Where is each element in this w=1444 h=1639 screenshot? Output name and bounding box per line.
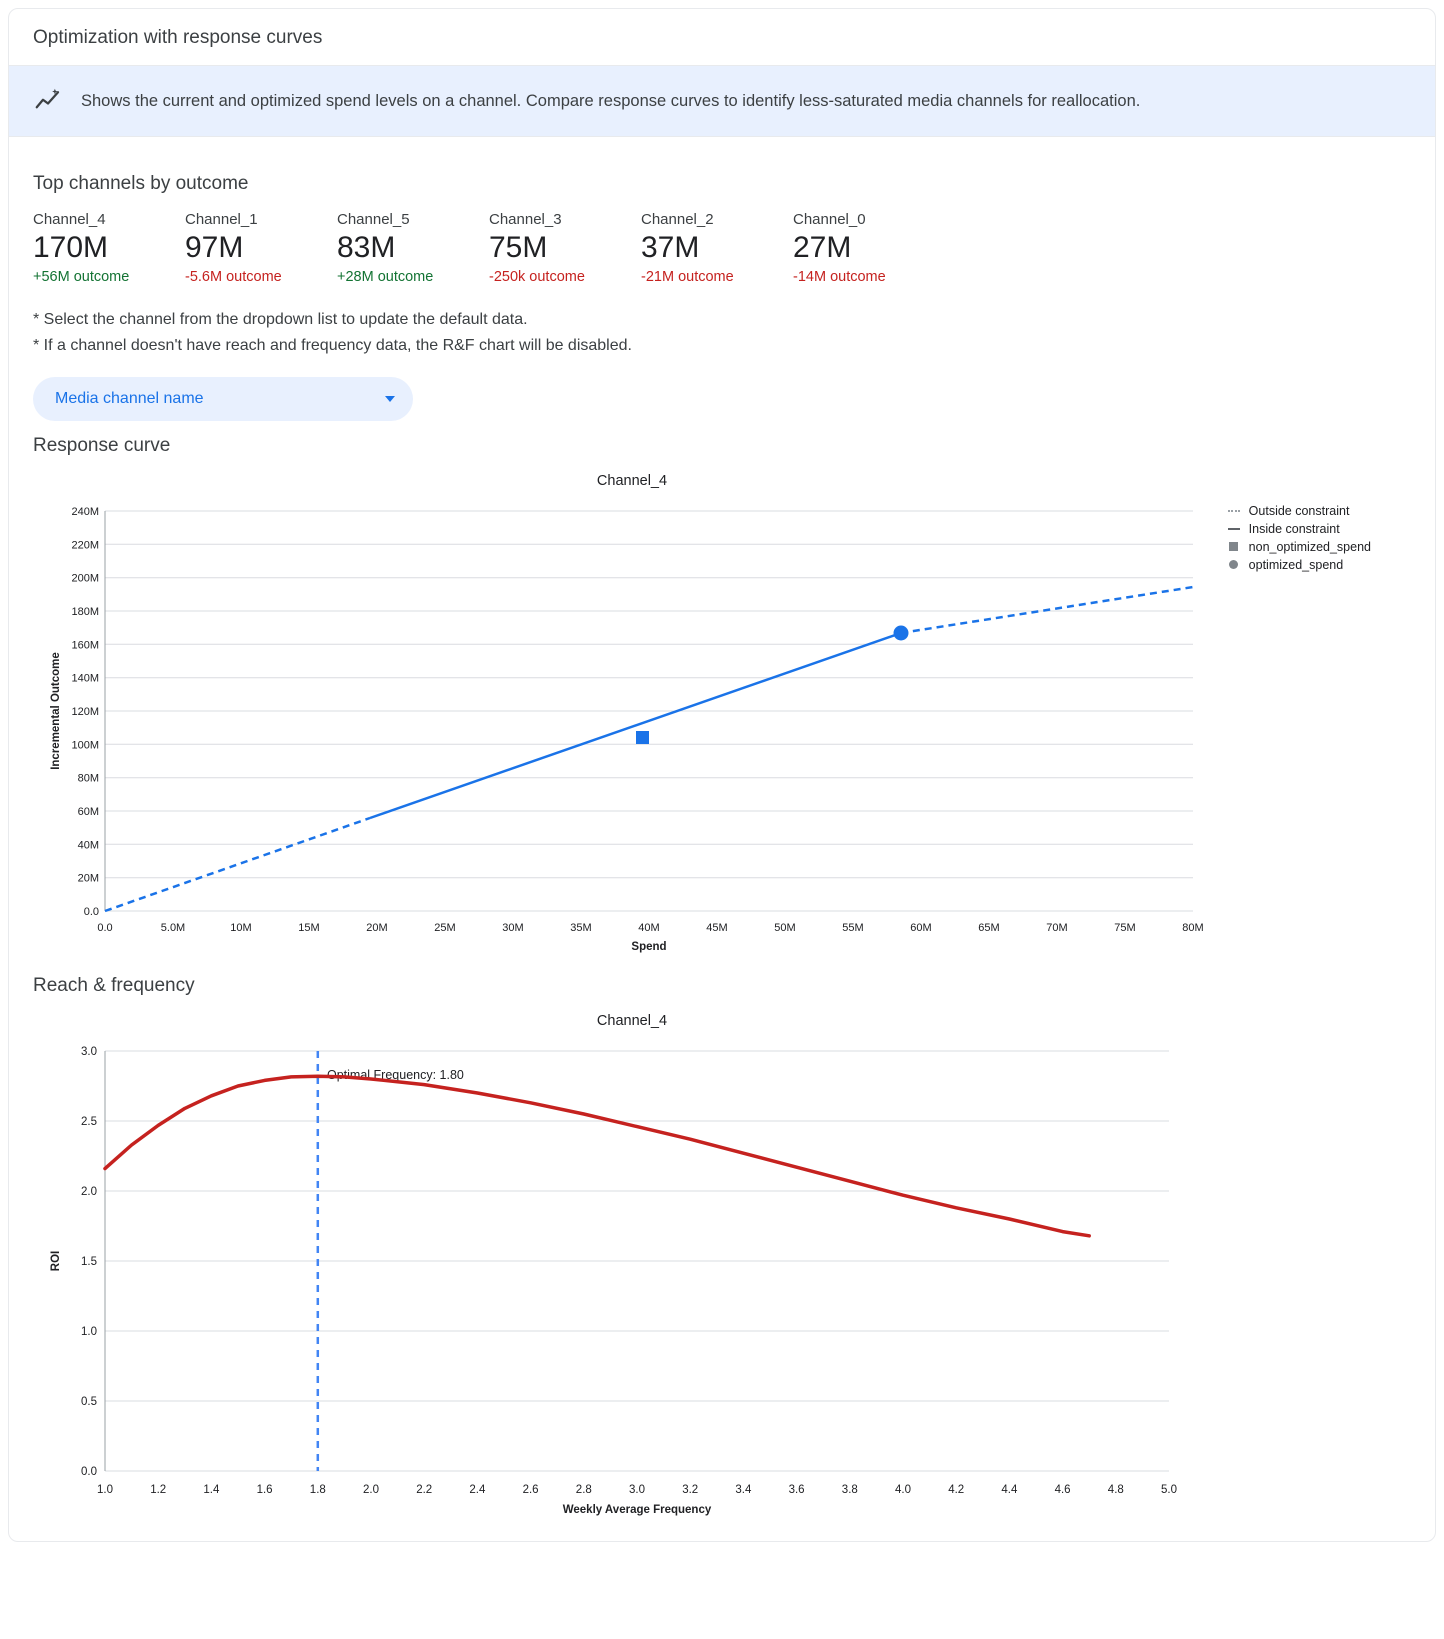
svg-text:4.6: 4.6 xyxy=(1054,1483,1071,1496)
kpi-value: 27M xyxy=(793,231,852,264)
svg-text:45M: 45M xyxy=(706,921,728,934)
svg-text:0.0: 0.0 xyxy=(83,905,99,918)
svg-text:ROI: ROI xyxy=(50,1250,62,1271)
kpi-value: 170M xyxy=(33,231,109,264)
response-curve-svg xyxy=(33,491,1429,961)
svg-text:3.0: 3.0 xyxy=(629,1483,645,1496)
circle-marker-icon xyxy=(1227,560,1241,569)
svg-text:240M: 240M xyxy=(71,505,99,518)
svg-text:2.8: 2.8 xyxy=(575,1483,592,1496)
svg-text:120M: 120M xyxy=(71,705,99,718)
reach-frequency-chart-title: Channel_4 xyxy=(596,1012,668,1029)
top-channels-title: Top channels by outcome xyxy=(33,173,249,194)
kpi-name: Channel_0 xyxy=(793,211,866,228)
card-body xyxy=(9,137,1435,1541)
roi-curve xyxy=(105,1076,1089,1236)
svg-text:30M: 30M xyxy=(502,921,524,934)
svg-text:3.6: 3.6 xyxy=(788,1483,805,1496)
svg-text:3.0: 3.0 xyxy=(81,1045,97,1058)
notes-block xyxy=(33,307,1411,358)
svg-text:65M: 65M xyxy=(978,921,1000,934)
legend-item-non-optimized-spend xyxy=(1227,539,1371,555)
legend-label: Inside constraint xyxy=(1248,521,1340,536)
svg-text:1.4: 1.4 xyxy=(203,1483,220,1496)
kpi-delta: +56M outcome xyxy=(33,269,130,286)
svg-text:40M: 40M xyxy=(77,838,99,851)
svg-text:Spend: Spend xyxy=(631,940,667,953)
svg-text:4.2: 4.2 xyxy=(948,1483,965,1496)
svg-text:4.0: 4.0 xyxy=(895,1483,911,1496)
svg-text:1.0: 1.0 xyxy=(81,1325,97,1338)
svg-text:200M: 200M xyxy=(71,572,99,585)
reach-frequency-chart xyxy=(33,1013,1411,1531)
kpi-channel-3 xyxy=(489,211,641,285)
reach-frequency-svg xyxy=(33,1031,1429,1531)
note-line-1: * Select the channel from the dropdown list to update the default data. xyxy=(33,311,528,329)
svg-text:15M: 15M xyxy=(298,921,320,934)
svg-text:10M: 10M xyxy=(230,921,252,934)
page-title: Optimization with response curves xyxy=(9,9,1435,66)
svg-text:2.2: 2.2 xyxy=(416,1483,433,1496)
marker-optimized-spend xyxy=(894,625,909,640)
svg-text:5.0: 5.0 xyxy=(1161,1483,1177,1496)
svg-text:2.6: 2.6 xyxy=(522,1483,539,1496)
svg-text:75M: 75M xyxy=(1114,921,1136,934)
solid-line-icon xyxy=(1227,528,1241,530)
svg-text:160M: 160M xyxy=(71,638,99,651)
dashed-line-icon xyxy=(1227,510,1241,512)
kpi-channel-5 xyxy=(337,211,489,285)
svg-text:2.5: 2.5 xyxy=(81,1115,97,1128)
reach-frequency-section-title: Reach & frequency xyxy=(33,974,195,996)
kpi-channel-1 xyxy=(185,211,337,285)
response-curve-legend xyxy=(1227,503,1371,575)
svg-text:2.0: 2.0 xyxy=(81,1185,97,1198)
svg-text:80M: 80M xyxy=(77,772,99,785)
svg-text:0.0: 0.0 xyxy=(81,1465,97,1478)
svg-text:4.4: 4.4 xyxy=(1001,1483,1018,1496)
kpi-name: Channel_3 xyxy=(489,211,562,228)
legend-label: Outside constraint xyxy=(1248,503,1350,518)
kpi-channel-2 xyxy=(641,211,793,285)
insight-banner xyxy=(9,66,1435,137)
svg-text:2.4: 2.4 xyxy=(469,1483,486,1496)
svg-text:70M: 70M xyxy=(1046,921,1068,934)
svg-text:20M: 20M xyxy=(77,872,99,885)
kpi-channel-4 xyxy=(33,211,185,285)
svg-text:1.0: 1.0 xyxy=(97,1483,113,1496)
kpi-value: 97M xyxy=(185,231,244,264)
kpi-delta: -21M outcome xyxy=(641,269,734,286)
kpi-delta: -14M outcome xyxy=(793,269,886,286)
svg-text:1.8: 1.8 xyxy=(309,1483,326,1496)
kpi-name: Channel_5 xyxy=(337,211,410,228)
media-channel-dropdown[interactable] xyxy=(33,377,413,421)
svg-text:3.2: 3.2 xyxy=(682,1483,699,1496)
kpi-value: 37M xyxy=(641,231,700,264)
svg-text:4.8: 4.8 xyxy=(1107,1483,1124,1496)
kpi-delta: -5.6M outcome xyxy=(185,269,282,286)
svg-text:25M: 25M xyxy=(434,921,456,934)
svg-text:5.0M: 5.0M xyxy=(160,921,186,934)
trending-up-sparkle-icon xyxy=(33,86,63,116)
insight-text: Shows the current and optimized spend levels on a channel. Compare response curves to identify less-saturated media channels for reallocation. xyxy=(81,91,1141,110)
kpi-delta: +28M outcome xyxy=(337,269,434,286)
kpi-value: 75M xyxy=(489,231,548,264)
svg-text:3.4: 3.4 xyxy=(735,1483,752,1496)
svg-text:180M: 180M xyxy=(71,605,99,618)
kpi-delta: -250k outcome xyxy=(489,269,585,286)
kpi-name: Channel_4 xyxy=(33,211,106,228)
svg-text:50M: 50M xyxy=(774,921,796,934)
legend-label: optimized_spend xyxy=(1248,557,1344,572)
svg-text:40M: 40M xyxy=(638,921,660,934)
svg-text:80M: 80M xyxy=(1182,921,1204,934)
svg-text:2.0: 2.0 xyxy=(363,1483,379,1496)
svg-text:1.6: 1.6 xyxy=(256,1483,273,1496)
kpi-name: Channel_2 xyxy=(641,211,714,228)
kpi-channel-0 xyxy=(793,211,945,285)
kpi-name: Channel_1 xyxy=(185,211,258,228)
svg-text:1.5: 1.5 xyxy=(81,1255,97,1268)
response-curve-chart xyxy=(33,473,1411,961)
top-channels-list xyxy=(33,211,1411,285)
svg-text:60M: 60M xyxy=(77,805,99,818)
svg-text:20M: 20M xyxy=(366,921,388,934)
svg-text:3.8: 3.8 xyxy=(841,1483,858,1496)
legend-item-outside-constraint xyxy=(1227,503,1371,519)
svg-text:0.5: 0.5 xyxy=(81,1395,97,1408)
note-line-2: * If a channel doesn't have reach and frequency data, the R&F chart will be disabled. xyxy=(33,336,632,354)
svg-text:220M: 220M xyxy=(71,538,99,551)
dropdown-selected-label: Media channel name xyxy=(55,389,204,407)
chevron-down-icon[interactable] xyxy=(385,396,395,402)
svg-text:0.0: 0.0 xyxy=(97,921,113,934)
legend-label: non_optimized_spend xyxy=(1248,539,1371,554)
svg-text:Incremental Outcome: Incremental Outcome xyxy=(50,651,62,770)
response-curve-section-title: Response curve xyxy=(33,434,171,456)
svg-text:35M: 35M xyxy=(570,921,592,934)
response-curve-chart-title: Channel_4 xyxy=(596,472,668,489)
legend-item-optimized-spend xyxy=(1227,557,1371,573)
marker-non-optimized-spend xyxy=(636,731,649,744)
svg-text:55M: 55M xyxy=(842,921,864,934)
svg-text:1.2: 1.2 xyxy=(150,1483,167,1496)
square-marker-icon xyxy=(1227,542,1241,551)
svg-text:100M: 100M xyxy=(71,738,99,751)
svg-text:Weekly Average Frequency: Weekly Average Frequency xyxy=(562,1503,712,1516)
optimal-frequency-annotation: Optimal Frequency: 1.80 xyxy=(327,1067,464,1082)
page-root xyxy=(0,8,1444,1639)
legend-item-inside-constraint xyxy=(1227,521,1371,537)
svg-text:60M: 60M xyxy=(910,921,932,934)
kpi-value: 83M xyxy=(337,231,396,264)
optimization-card xyxy=(8,8,1436,1542)
svg-text:140M: 140M xyxy=(71,672,99,685)
